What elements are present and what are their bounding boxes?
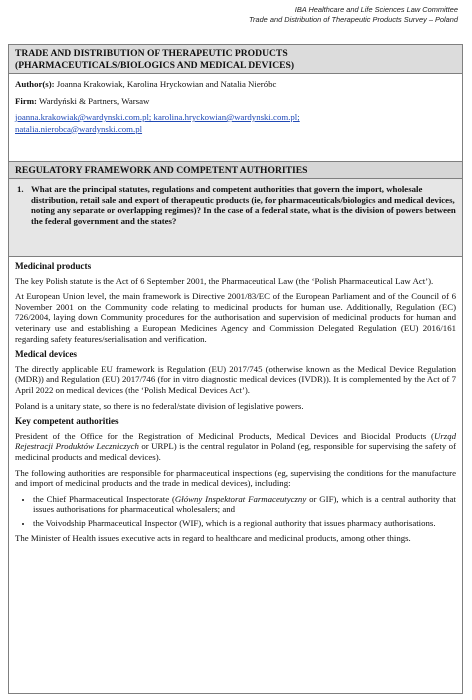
document-title [8,44,463,74]
paragraph-polish-law: The key Polish statute is the Act of 6 September 2001, the Pharmaceutical Law (the ‘Polish Pharmaceutical Law Act’). [15,275,434,286]
answer-body [8,257,463,694]
authorities-list [15,494,456,529]
question-block [8,179,463,257]
paragraph-inspections: The following authorities are responsible for pharmaceutical inspections (eg, supervising the conditions for the manufacture and import of medicinal products and the trade in medical devices), including: [15,467,456,489]
urpl-text-b: or URPL) is the central regulator in Poland (eg, responsible for supervising the safety of medicinal products and medical devices). [15,441,457,462]
gif-polish-name: Główny Inspektorat Farmaceutyczny [174,493,307,504]
paragraph-device-regulation: The directly applicable EU framework is Regulation (EU) 2017/745 (otherwise known as the Medical Device Regulation (MDR)) and Regulation (EU) 2017/746 (for in vitro diagnostic medical devices (IVDR)). It is complemented by the Act of 7 April 2022 on medical devices (the ‘Polish Medical Devices Act’). [15,363,456,395]
paragraph-minister-of-health: The Minister of Health issues executive acts in regard to healthcare and medicinal products, among other things. [15,533,411,544]
urpl-polish-name: Urząd Rejestracji Produktów Leczniczych [15,430,456,452]
authors-line [15,79,456,91]
question-number: 1. [17,184,24,194]
heading-competent-authorities: Key competent authorities [15,416,119,427]
running-header [249,5,458,24]
heading-medical-devices: Medical devices [15,349,77,360]
heading-medicinal-products: Medicinal products [15,261,92,271]
title-line-2: (PHARMACEUTICALS/BIOLOGICS AND MEDICAL DEVICES) [15,60,295,71]
gif-text-a: the Chief Pharmaceutical Inspectorate ( [33,493,175,504]
paragraph-unitary-state: Poland is a unitary state, so there is no federal/state division of legislative powers. [15,400,304,411]
list-item-gif [33,494,456,515]
firm-label: Firm: [15,95,37,106]
section-heading: REGULATORY FRAMEWORK AND COMPETENT AUTHORITIES [8,162,463,179]
emails-line-1[interactable]: joanna.krakowiak@wardynski.com.pl; karolina.hryckowian@wardynski.com.pl; [15,112,300,122]
question-text: What are the principal statutes, regulations and competent authorities that govern the import, wholesale distribution, retail sale and export of therapeutic products (ie, for pharmaceuticals/biologics and medical devices, noting any separate or overlapping regimes)? In the case of a federal state, what is the division of powers between the federal government and the states? [31,184,456,226]
paragraph-urpl [15,431,456,463]
list-item-wif: • the Voivodship Pharmaceutical Inspector (WIF), which is a regional authority that issues pharmacy authorisations. [33,518,456,529]
emails-line-2[interactable]: natalia.nierobca@wardynski.com.pl [15,123,143,134]
authors-names: Joanna Krakowiak, Karolina Hryckowian and Natalia Nieróbc [56,79,277,89]
urpl-text-a: President of the Office for the Registration of Medicinal Products, Medical Devices and Biocidal Products ( [15,430,434,441]
title-line-1: TRADE AND DISTRIBUTION OF THERAPEUTIC PRODUCTS [15,48,288,59]
authors-block [8,74,463,162]
gif-text-b: or GIF), which is a central authority that issues authorisations for pharmaceutical wholesalers; and [33,493,456,515]
paragraph-eu-framework: At European Union level, the main framework is Directive 2001/83/EC of the European Parliament and of the Council of 6 November 2001 on the Community code relating to medicinal products for human use. Additionally, Regulation (EC) 726/2004, laying down Community procedures for the authorisation and supervision of medicinal products for human and veterinary use and establishing a European Medicines Agency and Commission Delegated Regulation (EU) 2016/161 regarding safety features/serialisation and verification. [15,291,456,344]
header-line-survey: Trade and Distribution of Therapeutic Products Survey – Poland [249,14,458,24]
author-emails[interactable] [15,112,456,135]
firm-line [15,96,456,108]
firm-name: Wardyński & Partners, Warsaw [39,95,150,106]
header-line-committee: IBA Healthcare and Life Sciences Law Committee [294,5,458,14]
authors-label: Author(s): [15,79,55,89]
